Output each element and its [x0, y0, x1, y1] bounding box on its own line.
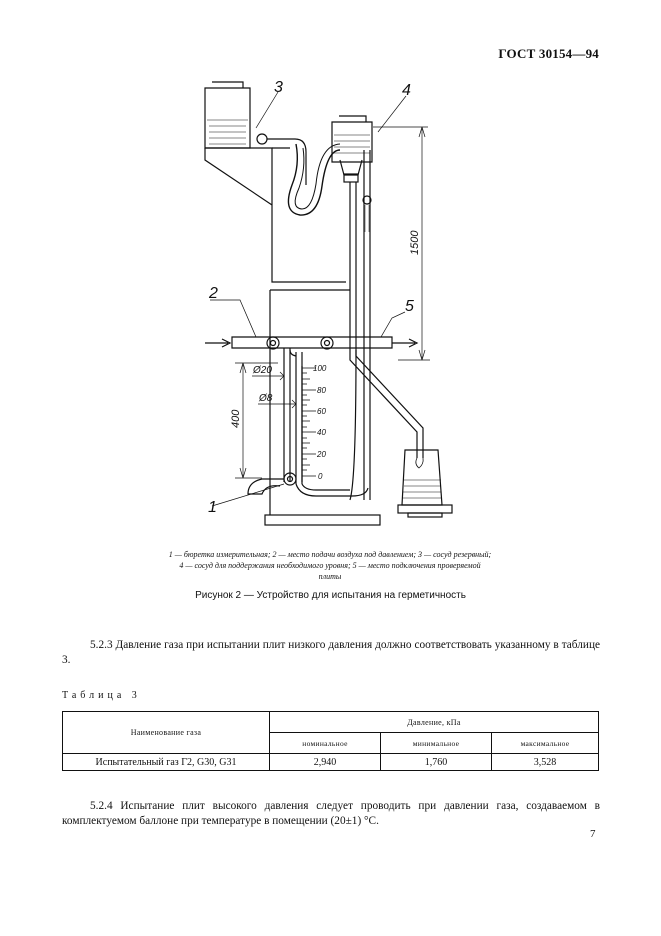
lower-board [270, 290, 350, 515]
legend-line-3: плиты [318, 572, 342, 581]
dim-d8-label: Ø8 [259, 393, 273, 404]
level-vessel [332, 116, 372, 162]
figure-caption: Рисунок 2 — Устройство для испытания на герметичность [195, 590, 466, 601]
document-header: ГОСТ 30154—94 [498, 46, 599, 61]
cell-nominal: 2,940 [270, 754, 381, 771]
pressure-table [62, 711, 599, 771]
label-4: 4 [402, 82, 411, 99]
legend-line-1: 1 — бюретка измерительная; 2 — место подачи воздуха под давлением; 3 — сосуд резервный; [168, 550, 492, 559]
cell-maximal: 3,528 [492, 754, 599, 771]
scale-label-100: 100 [313, 364, 327, 373]
upper-board [205, 148, 346, 282]
page-number: 7 [590, 828, 596, 840]
scale-label-0: 0 [318, 472, 323, 481]
header-minimal: минимальное [381, 733, 492, 754]
label-1: 1 [208, 499, 217, 516]
paragraph-5-2-3 [62, 638, 600, 668]
header-maximal: максимальное [492, 733, 599, 754]
table-label: Таблица 3 [62, 690, 141, 701]
dim-d20-label: Ø20 [253, 365, 272, 376]
header-pressure: Давление, кПа [270, 712, 599, 733]
table-row [63, 754, 599, 771]
label-2: 2 [209, 285, 218, 302]
cell-gas-name: Испытательный газ Г2, G30, G31 [63, 754, 270, 771]
air-line [232, 337, 392, 348]
paragraph-5-2-3-text: 5.2.3 Давление газа при испытании плит низкого давления должно соответствовать указанному в таблице 3. [62, 639, 600, 666]
dim-400-label: 400 [230, 409, 242, 428]
scale-label-60: 60 [317, 407, 326, 416]
scale-label-40: 40 [317, 428, 326, 437]
label-3: 3 [274, 79, 283, 96]
scale-label-20: 20 [317, 450, 326, 459]
scale-label-80: 80 [317, 386, 326, 395]
paragraph-5-2-4-text: 5.2.4 Испытание плит высокого давления следует проводить при давлении газа, создаваемом в комплектуемом баллоне при температуре в помещении (20±1) °С. [62, 800, 600, 827]
dim-1500-label: 1500 [409, 230, 421, 255]
header-nominal: номинальное [270, 733, 381, 754]
header-gas-name: Наименование газа [63, 712, 270, 754]
legend-line-2: 4 — сосуд для поддержания необходимого уровня; 5 — место подключения проверяемой [179, 561, 481, 570]
cell-minimal: 1,760 [381, 754, 492, 771]
label-5: 5 [405, 298, 414, 315]
paragraph-5-2-4 [62, 799, 600, 829]
collection-dish [402, 450, 442, 505]
apparatus-figure [190, 70, 480, 530]
burette [284, 348, 302, 484]
figure-legend [110, 549, 550, 582]
